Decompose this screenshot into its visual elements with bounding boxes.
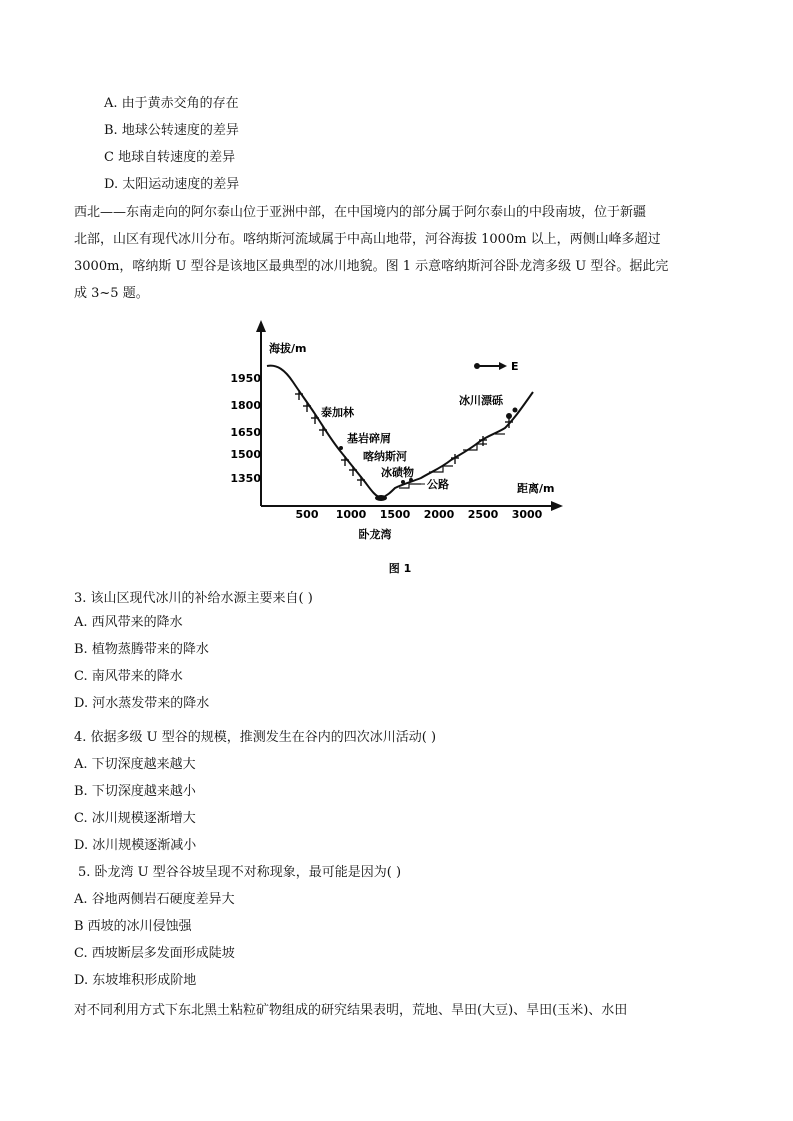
question-4-option-a: A. 下切深度越来越大: [74, 757, 196, 772]
label-road: 公路: [427, 478, 449, 491]
trailing-passage-line: 对不同利用方式下东北黑土粘粒矿物组成的研究结果表明，荒地、旱田(大豆)、旱田(玉米)、水田: [74, 1003, 628, 1018]
question-4-stem: 4. 依据多级 U 型谷的规模，推测发生在谷内的四次冰川活动( ): [74, 730, 437, 745]
question-5-option-a: A. 谷地两侧岩石硬度差异大: [74, 892, 235, 907]
figure-caption: 图 1: [388, 562, 412, 575]
question-4-option-c: C. 冰川规模逐渐增大: [74, 811, 196, 826]
y-tick-1500: 1500: [230, 448, 261, 461]
question-3-option-a: A. 西风带来的降水: [74, 615, 183, 630]
x-tick-1000: 1000: [335, 508, 367, 521]
x-tick-3000: 3000: [511, 508, 543, 521]
x-axis-arrow: [551, 501, 563, 511]
y-ticks: [230, 372, 261, 485]
question-5-option-c: C. 西坡断层多发面形成陡坡: [74, 946, 235, 961]
y-tick-1350: 1350: [230, 472, 261, 485]
y-axis-arrow: [256, 320, 266, 332]
prev-option-b: B. 地球公转速度的差异: [104, 123, 239, 138]
question-3-option-b: B. 植物蒸腾带来的降水: [74, 642, 209, 657]
passage-line-3: 3000m，喀纳斯 U 型谷是该地区最典型的冰川地貌。图 1 示意喀纳斯河谷卧龙湾多级 U 型谷。据此完: [74, 259, 669, 274]
x-tick-2000: 2000: [423, 508, 455, 521]
x-axis-label: 距离/m: [517, 482, 555, 495]
prev-option-d: D. 太阳运动速度的差异: [104, 177, 240, 192]
river-channel: [375, 495, 387, 501]
label-taiga: 泰加林: [321, 406, 354, 419]
label-river: 喀纳斯河: [363, 450, 407, 463]
y-axis-label: 海拔/m: [269, 342, 307, 355]
question-4-option-b: B. 下切深度越来越小: [74, 784, 196, 799]
x-tick-2500: 2500: [467, 508, 499, 521]
x-tick-500: 500: [295, 508, 319, 521]
x-tick-1500: 1500: [379, 508, 411, 521]
valley-profile-figure: [215, 318, 585, 580]
y-tick-1950: 1950: [230, 372, 261, 385]
question-5-option-d: D. 东坡堆积形成阶地: [74, 973, 197, 988]
label-moraine: 冰碛物: [381, 466, 414, 479]
east-direction: [474, 360, 519, 373]
prev-option-a: A. 由于黄赤交角的存在: [104, 96, 239, 111]
direction-label: E: [511, 360, 519, 373]
glacial-boulders: [339, 408, 518, 485]
passage-line-1: 西北——东南走向的阿尔泰山位于亚洲中部，在中国境内的部分属于阿尔泰山的中段南坡，位于新疆: [74, 205, 647, 220]
y-tick-1800: 1800: [230, 399, 261, 412]
question-4-option-d: D. 冰川规模逐渐减小: [74, 838, 197, 853]
x-ticks: [296, 508, 543, 521]
y-tick-1650: 1650: [230, 426, 261, 439]
passage-line-4: 成 3~5 题。: [74, 286, 149, 301]
passage-line-2: 北部，山区有现代冰川分布。喀纳斯河流域属于中高山地带，河谷海拔 1000m 以上，两侧山峰多超过: [74, 232, 661, 247]
label-bedrock: 基岩碎屑: [347, 432, 391, 445]
question-5-stem: 5. 卧龙湾 U 型谷谷坡呈现不对称现象，最可能是因为( ): [78, 865, 402, 880]
prev-option-c: C 地球自转速度的差异: [104, 150, 236, 165]
question-3-option-c: C. 南风带来的降水: [74, 669, 183, 684]
label-place: 卧龙湾: [358, 528, 392, 541]
question-3-option-d: D. 河水蒸发带来的降水: [74, 696, 210, 711]
question-3-stem: 3. 该山区现代冰川的补给水源主要来自( ): [74, 591, 313, 606]
question-5-option-b: B 西坡的冰川侵蚀强: [74, 919, 192, 934]
label-erratic: 冰川漂砾: [459, 394, 503, 407]
